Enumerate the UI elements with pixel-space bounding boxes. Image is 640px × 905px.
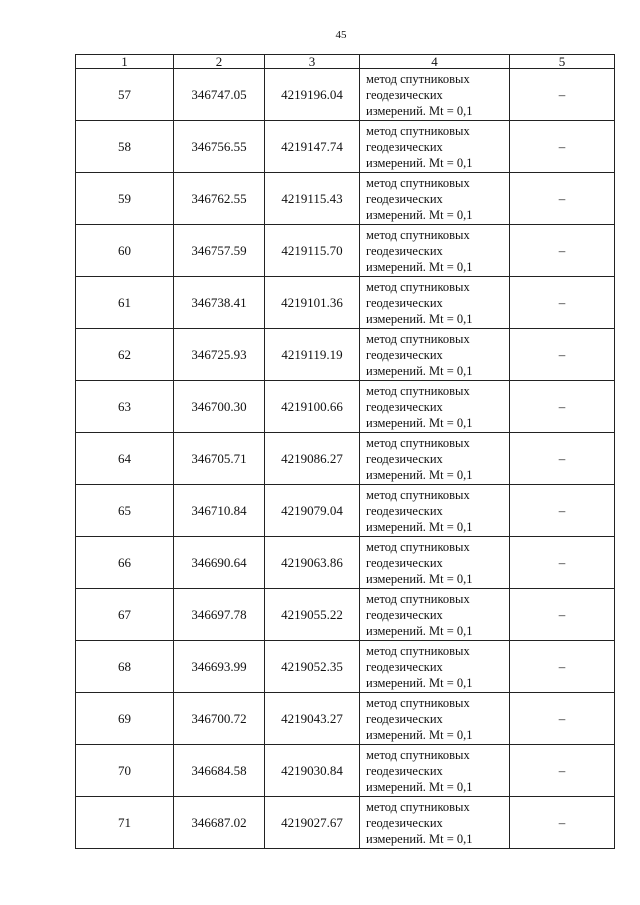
point-number-cell: 69 xyxy=(76,693,174,745)
y-coordinate-cell: 4219027.67 xyxy=(265,797,360,849)
method-line-1: метод спутниковых xyxy=(366,279,470,294)
note-cell: – xyxy=(510,433,615,485)
y-coordinate-cell: 4219055.22 xyxy=(265,589,360,641)
x-coordinate-cell: 346687.02 xyxy=(174,797,265,849)
note-cell: – xyxy=(510,641,615,693)
method-line-2: геодезических xyxy=(366,763,443,778)
point-number-cell: 57 xyxy=(76,69,174,121)
x-coordinate-cell: 346762.55 xyxy=(174,173,265,225)
table-row xyxy=(76,589,615,641)
method-line-2: геодезических xyxy=(366,191,443,206)
table-row xyxy=(76,641,615,693)
point-number-cell: 58 xyxy=(76,121,174,173)
method-line-2: геодезических xyxy=(366,347,443,362)
method-cell xyxy=(360,225,510,277)
x-coordinate-cell: 346700.72 xyxy=(174,693,265,745)
note-cell: – xyxy=(510,69,615,121)
method-line-3: измерений. Mt = 0,1 xyxy=(366,519,473,534)
table-row xyxy=(76,329,615,381)
y-coordinate-cell: 4219100.66 xyxy=(265,381,360,433)
method-line-1: метод спутниковых xyxy=(366,227,470,242)
method-line-2: геодезических xyxy=(366,555,443,570)
column-header-4: 4 xyxy=(360,55,510,69)
method-line-1: метод спутниковых xyxy=(366,539,470,554)
method-cell xyxy=(360,381,510,433)
method-line-3: измерений. Mt = 0,1 xyxy=(366,779,473,794)
y-coordinate-cell: 4219086.27 xyxy=(265,433,360,485)
method-cell xyxy=(360,433,510,485)
method-line-3: измерений. Mt = 0,1 xyxy=(366,259,473,274)
table-row xyxy=(76,433,615,485)
y-coordinate-cell: 4219063.86 xyxy=(265,537,360,589)
method-line-3: измерений. Mt = 0,1 xyxy=(366,415,473,430)
note-cell: – xyxy=(510,693,615,745)
y-coordinate-cell: 4219079.04 xyxy=(265,485,360,537)
method-cell xyxy=(360,69,510,121)
table-row xyxy=(76,537,615,589)
point-number-cell: 68 xyxy=(76,641,174,693)
method-line-1: метод спутниковых xyxy=(366,643,470,658)
coordinates-table xyxy=(75,54,615,849)
method-line-1: метод спутниковых xyxy=(366,383,470,398)
y-coordinate-cell: 4219101.36 xyxy=(265,277,360,329)
note-cell: – xyxy=(510,277,615,329)
x-coordinate-cell: 346710.84 xyxy=(174,485,265,537)
x-coordinate-cell: 346705.71 xyxy=(174,433,265,485)
method-line-3: измерений. Mt = 0,1 xyxy=(366,103,473,118)
table-row xyxy=(76,797,615,849)
point-number-cell: 65 xyxy=(76,485,174,537)
x-coordinate-cell: 346697.78 xyxy=(174,589,265,641)
point-number-cell: 60 xyxy=(76,225,174,277)
method-line-1: метод спутниковых xyxy=(366,591,470,606)
method-line-1: метод спутниковых xyxy=(366,175,470,190)
y-coordinate-cell: 4219030.84 xyxy=(265,745,360,797)
method-line-2: геодезических xyxy=(366,659,443,674)
column-header-3: 3 xyxy=(265,55,360,69)
method-line-3: измерений. Mt = 0,1 xyxy=(366,623,473,638)
page-number: 45 xyxy=(335,29,347,41)
note-cell: – xyxy=(510,121,615,173)
y-coordinate-cell: 4219115.43 xyxy=(265,173,360,225)
method-cell xyxy=(360,693,510,745)
method-line-1: метод спутниковых xyxy=(366,71,470,86)
note-cell: – xyxy=(510,329,615,381)
method-cell xyxy=(360,173,510,225)
table-row xyxy=(76,381,615,433)
method-cell xyxy=(360,589,510,641)
method-cell xyxy=(360,277,510,329)
method-cell xyxy=(360,745,510,797)
note-cell: – xyxy=(510,537,615,589)
table-row xyxy=(76,693,615,745)
method-line-2: геодезических xyxy=(366,399,443,414)
x-coordinate-cell: 346684.58 xyxy=(174,745,265,797)
note-cell: – xyxy=(510,381,615,433)
point-number-cell: 61 xyxy=(76,277,174,329)
table-row xyxy=(76,277,615,329)
y-coordinate-cell: 4219115.70 xyxy=(265,225,360,277)
point-number-cell: 66 xyxy=(76,537,174,589)
y-coordinate-cell: 4219043.27 xyxy=(265,693,360,745)
y-coordinate-cell: 4219147.74 xyxy=(265,121,360,173)
point-number-cell: 67 xyxy=(76,589,174,641)
point-number-cell: 71 xyxy=(76,797,174,849)
table-row xyxy=(76,225,615,277)
table-row xyxy=(76,485,615,537)
x-coordinate-cell: 346756.55 xyxy=(174,121,265,173)
method-line-3: измерений. Mt = 0,1 xyxy=(366,311,473,326)
x-coordinate-cell: 346738.41 xyxy=(174,277,265,329)
method-line-3: измерений. Mt = 0,1 xyxy=(366,571,473,586)
table-row xyxy=(76,69,615,121)
method-line-2: геодезических xyxy=(366,815,443,830)
method-cell xyxy=(360,121,510,173)
column-header-2: 2 xyxy=(174,55,265,69)
method-line-1: метод спутниковых xyxy=(366,331,470,346)
x-coordinate-cell: 346693.99 xyxy=(174,641,265,693)
point-number-cell: 59 xyxy=(76,173,174,225)
method-line-3: измерений. Mt = 0,1 xyxy=(366,467,473,482)
method-line-2: геодезических xyxy=(366,87,443,102)
method-line-2: геодезических xyxy=(366,243,443,258)
x-coordinate-cell: 346690.64 xyxy=(174,537,265,589)
method-cell xyxy=(360,797,510,849)
point-number-cell: 63 xyxy=(76,381,174,433)
note-cell: – xyxy=(510,485,615,537)
method-line-2: геодезических xyxy=(366,503,443,518)
method-line-2: геодезических xyxy=(366,607,443,622)
method-line-2: геодезических xyxy=(366,711,443,726)
method-line-2: геодезических xyxy=(366,451,443,466)
point-number-cell: 64 xyxy=(76,433,174,485)
x-coordinate-cell: 346757.59 xyxy=(174,225,265,277)
note-cell: – xyxy=(510,589,615,641)
note-cell: – xyxy=(510,173,615,225)
method-line-1: метод спутниковых xyxy=(366,799,470,814)
method-line-3: измерений. Mt = 0,1 xyxy=(366,675,473,690)
note-cell: – xyxy=(510,797,615,849)
column-header-5: 5 xyxy=(510,55,615,69)
method-cell xyxy=(360,329,510,381)
method-line-2: геодезических xyxy=(366,295,443,310)
table-row xyxy=(76,173,615,225)
method-cell xyxy=(360,537,510,589)
method-line-3: измерений. Mt = 0,1 xyxy=(366,155,473,170)
table-body xyxy=(76,69,615,849)
method-line-3: измерений. Mt = 0,1 xyxy=(366,831,473,846)
point-number-cell: 70 xyxy=(76,745,174,797)
note-cell: – xyxy=(510,225,615,277)
method-cell xyxy=(360,485,510,537)
method-line-3: измерений. Mt = 0,1 xyxy=(366,727,473,742)
method-line-1: метод спутниковых xyxy=(366,695,470,710)
method-cell xyxy=(360,641,510,693)
x-coordinate-cell: 346700.30 xyxy=(174,381,265,433)
note-cell: – xyxy=(510,745,615,797)
table-header xyxy=(76,55,615,69)
method-line-3: измерений. Mt = 0,1 xyxy=(366,363,473,378)
point-number-cell: 62 xyxy=(76,329,174,381)
method-line-1: метод спутниковых xyxy=(366,747,470,762)
y-coordinate-cell: 4219119.19 xyxy=(265,329,360,381)
x-coordinate-cell: 346725.93 xyxy=(174,329,265,381)
column-header-1: 1 xyxy=(76,55,174,69)
x-coordinate-cell: 346747.05 xyxy=(174,69,265,121)
table-row xyxy=(76,745,615,797)
y-coordinate-cell: 4219196.04 xyxy=(265,69,360,121)
method-line-1: метод спутниковых xyxy=(366,487,470,502)
method-line-2: геодезических xyxy=(366,139,443,154)
method-line-3: измерений. Mt = 0,1 xyxy=(366,207,473,222)
y-coordinate-cell: 4219052.35 xyxy=(265,641,360,693)
method-line-1: метод спутниковых xyxy=(366,123,470,138)
table-row xyxy=(76,121,615,173)
header-row xyxy=(76,55,615,69)
method-line-1: метод спутниковых xyxy=(366,435,470,450)
